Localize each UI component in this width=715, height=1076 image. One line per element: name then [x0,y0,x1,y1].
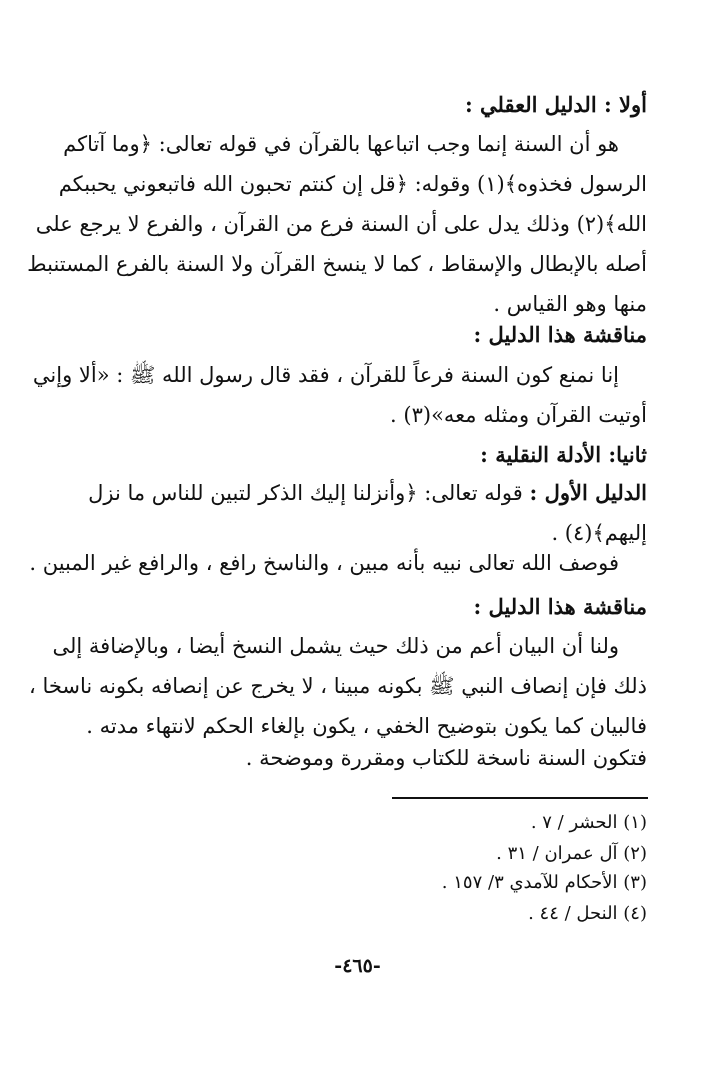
paragraph-rational-evidence [27,124,647,324]
footnote: (٣) الأحكام للآمدي ٣/ ١٥٧ . [441,872,647,893]
section-heading-rational-evidence: أولا : الدليل العقلي : [464,92,647,117]
page-number: -٤٦٥- [334,955,381,977]
text-line: ذلك فإن إنصاف النبي ﷺ بكونه مبينا ، لا يخرج عن إنصافه بكونه ناسخا ، [28,674,647,698]
footnote: (٤) النحل / ٤٤ . [528,903,647,924]
text-line: أصله بالإبطال والإسقاط ، كما لا ينسخ القرآن ولا السنة بالفرع المستنبط [27,252,647,276]
text-line: ولنا أن البيان أعم من ذلك حيث يشمل النسخ أيضا ، وبالإضافة إلى [52,634,619,658]
text-line: قوله تعالى: ﴿وأنزلنا إليك الذكر لتبين للناس ما نزل [88,481,523,505]
text-line: فتكون السنة ناسخة للكتاب ومقررة وموضحة . [245,746,647,770]
text-line: منها وهو القياس . [493,292,647,316]
footnote: (٢) آل عمران / ٣١ . [496,843,647,864]
text-line: أوتيت القرآن ومثله معه»(٣) . [390,403,647,427]
text-line: إنا نمنع كون السنة فرعاً للقرآن ، فقد قال رسول الله ﷺ : «ألا وإني [32,363,619,387]
text-line: إليهم﴾(٤) . [551,521,647,545]
text-line: الله﴾(٢) وذلك يدل على أن السنة فرع من القرآن ، والفرع لا يرجع على [35,212,647,236]
text-line: فوصف الله تعالى نبيه بأنه مبين ، والناسخ رافع ، والرافع غير المبين . [29,551,619,575]
text-line: الرسول فخذوه﴾(١) وقوله: ﴿قل إن كنتم تحبون الله فاتبعوني يحببكم [58,172,647,196]
paragraph-first-evidence [29,473,647,583]
section-heading-discussion-2: مناقشة هذا الدليل : [473,594,647,619]
paragraph-discussion-1 [32,355,647,435]
text-line: فالبيان كما يكون بتوضيح الخفي ، يكون بإلغاء الحكم لانتهاء مدته . [86,714,647,738]
text-line: هو أن السنة إنما وجب اتباعها بالقرآن في قوله تعالى: ﴿وما آتاكم [63,132,619,156]
section-heading-discussion-1: مناقشة هذا الدليل : [473,322,647,347]
footnote: (١) الحشر / ٧ . [530,812,647,833]
footnote-separator [392,797,648,799]
first-evidence-label: الدليل الأول : [529,480,647,505]
footnotes [69,810,647,926]
section-heading-textual-evidence: ثانيا: الأدلة النقلية : [480,442,647,467]
paragraph-discussion-2 [28,626,647,778]
